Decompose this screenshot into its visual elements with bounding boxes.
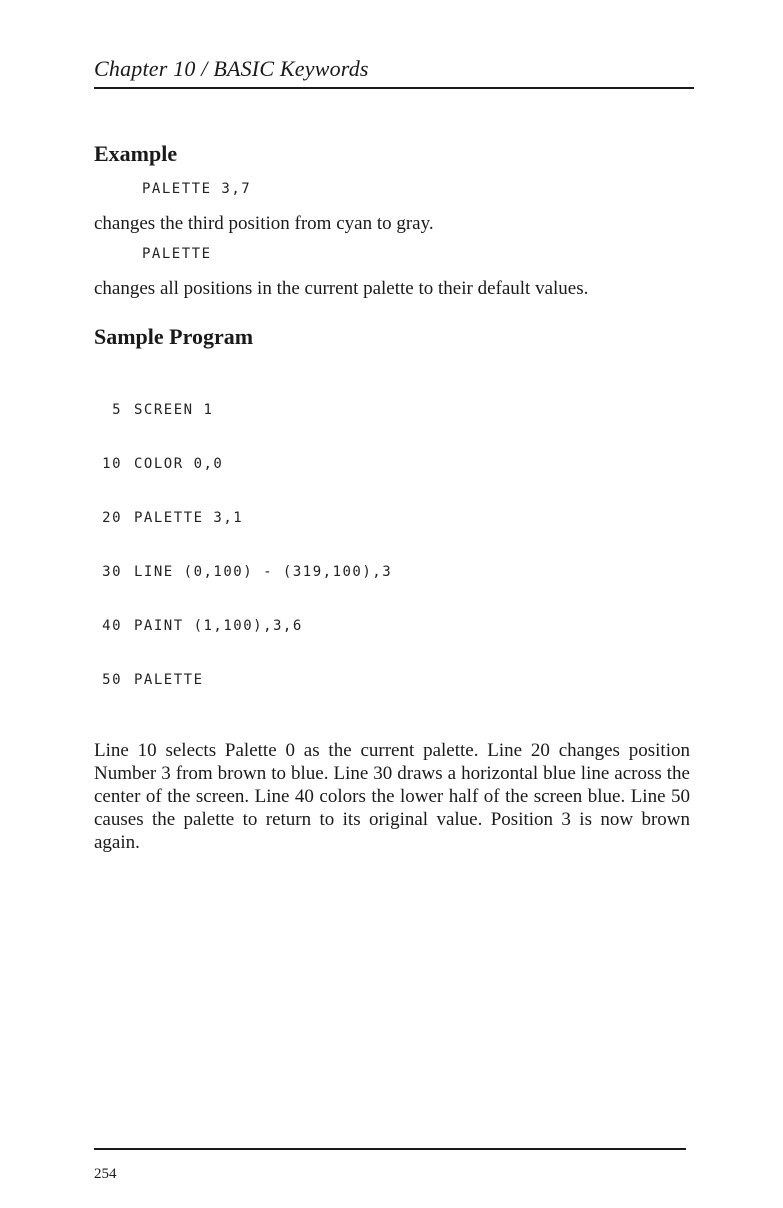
line-number: 40 — [102, 618, 122, 634]
footer-rule — [94, 1148, 686, 1150]
line-number: 30 — [102, 564, 122, 580]
program-line — [94, 509, 690, 527]
example-text-2: changes all positions in the current palette to their default values. — [94, 278, 589, 299]
line-number: 5 — [112, 402, 122, 418]
program-line — [94, 563, 690, 581]
program-listing — [94, 365, 690, 725]
line-code: PALETTE — [134, 672, 204, 688]
sample-program-section — [94, 323, 690, 854]
example-heading: Example — [94, 141, 178, 166]
line-number: 50 — [102, 672, 122, 688]
sample-program-description: Line 10 selects Palette 0 as the current palette. Line 20 changes position Number 3 from brown to blue. Line 30 draws a horizontal blue line across the center of the screen. Line 40 colors the lower half of the screen blue. Line 50 causes the palette to return to its original value. Position 3 is now brown again. — [94, 740, 690, 853]
example-code-2: PALETTE — [142, 246, 212, 262]
line-code: LINE (0,100) - (319,100),3 — [134, 564, 393, 580]
line-code: PALETTE 3,1 — [134, 510, 244, 526]
page-content — [94, 138, 690, 854]
line-code: PAINT (1,100),3,6 — [134, 618, 303, 634]
sample-program-heading: Sample Program — [94, 324, 254, 349]
line-number: 20 — [102, 510, 122, 526]
program-line — [94, 671, 690, 689]
running-header: Chapter 10 / BASIC Keywords — [94, 56, 369, 81]
example-text-1: changes the third position from cyan to gray. — [94, 213, 434, 234]
line-code: SCREEN 1 — [134, 402, 214, 418]
header-rule — [94, 87, 694, 89]
program-line — [94, 617, 690, 635]
program-line — [94, 455, 690, 473]
example-section — [94, 140, 690, 300]
page-number: 254 — [94, 1166, 117, 1182]
line-number: 10 — [102, 456, 122, 472]
program-line — [94, 401, 690, 419]
example-code-1: PALETTE 3,7 — [142, 181, 252, 197]
line-code: COLOR 0,0 — [134, 456, 224, 472]
